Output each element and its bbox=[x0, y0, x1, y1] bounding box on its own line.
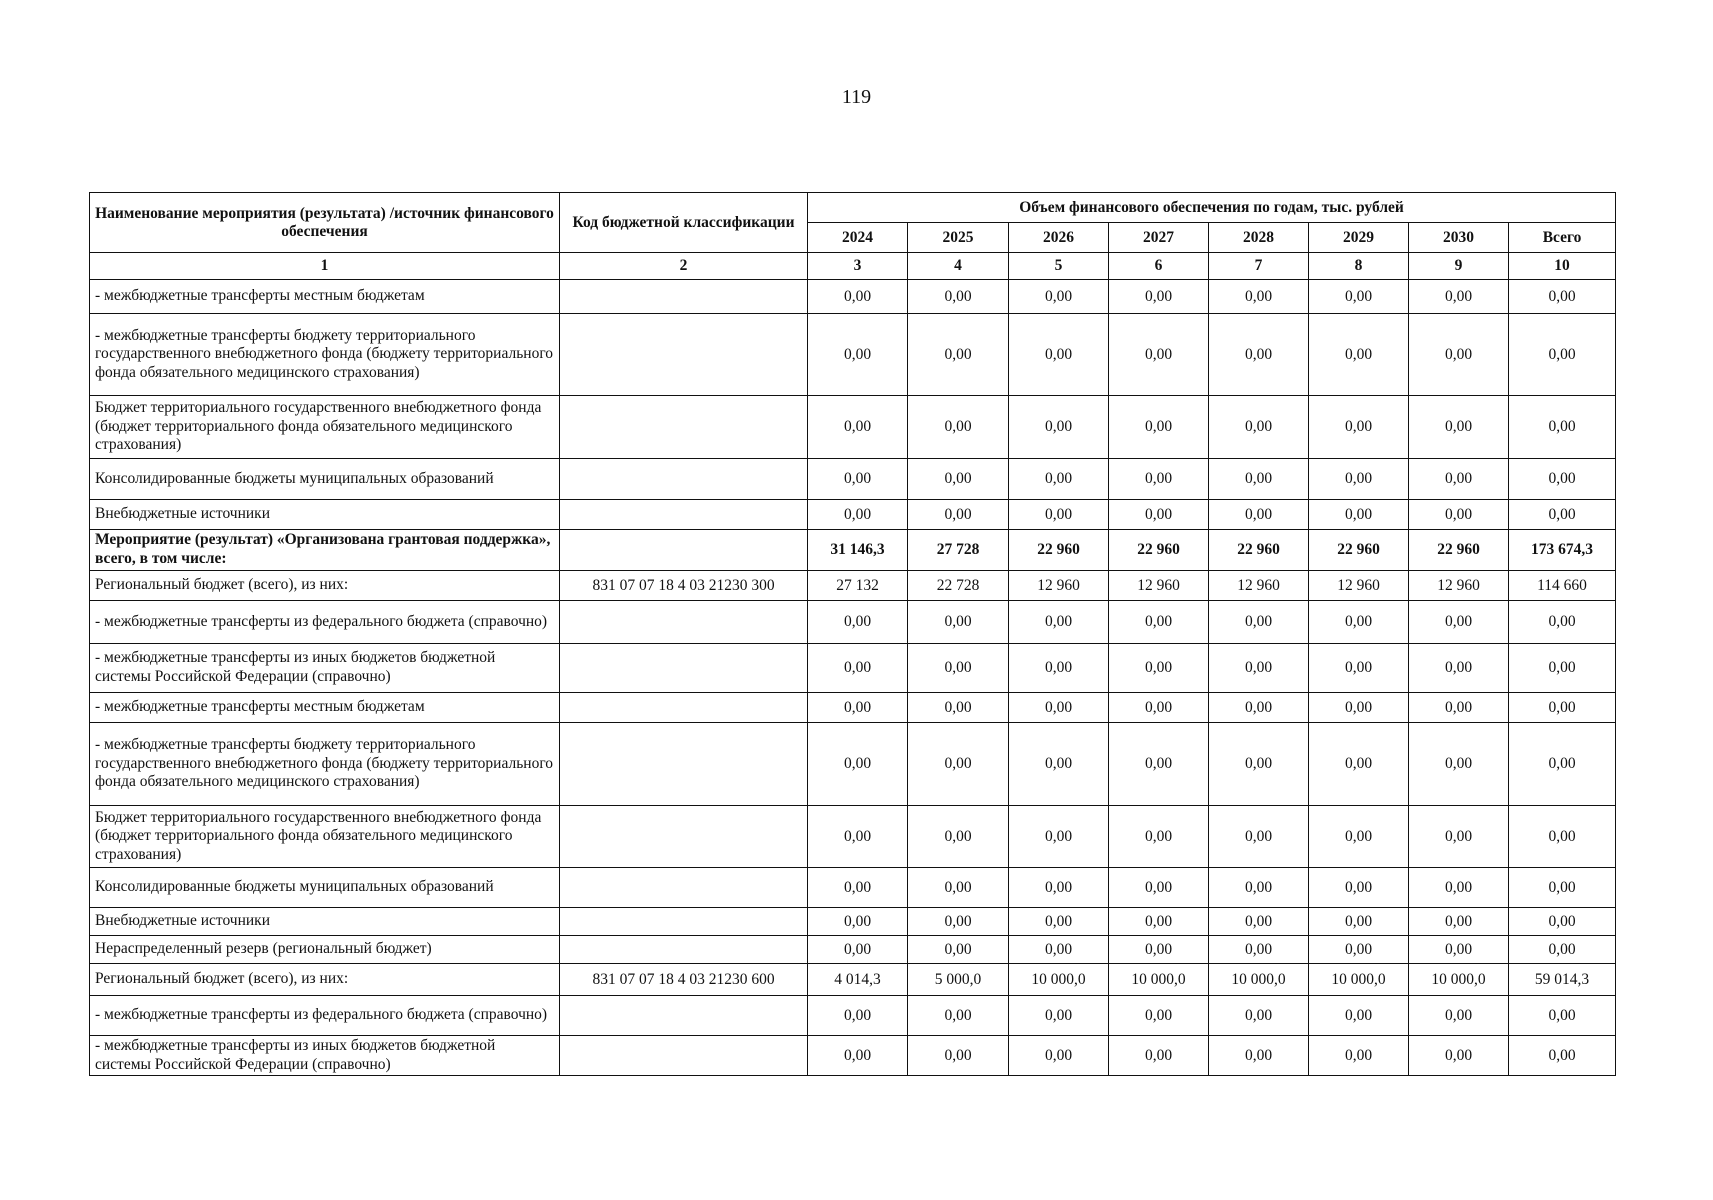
row-name: - межбюджетные трансферты из иных бюджетов бюджетной системы Российской Федерации (справочно) bbox=[90, 1036, 560, 1076]
year-value: 0,00 bbox=[1209, 1036, 1309, 1076]
year-value: 0,00 bbox=[1109, 601, 1209, 644]
year-value: 0,00 bbox=[1109, 996, 1209, 1036]
year-value: 0,00 bbox=[908, 314, 1009, 396]
year-value: 0,00 bbox=[1409, 723, 1509, 806]
year-value: 0,00 bbox=[1209, 868, 1309, 908]
year-value: 4 014,3 bbox=[808, 964, 908, 996]
year-value: 0,00 bbox=[1409, 644, 1509, 693]
budget-code bbox=[560, 868, 808, 908]
table-row bbox=[90, 280, 1616, 314]
budget-code bbox=[560, 459, 808, 500]
row-name: - межбюджетные трансферты местным бюджетам bbox=[90, 693, 560, 723]
page-number: 119 bbox=[841, 86, 872, 108]
column-index: 8 bbox=[1309, 253, 1409, 280]
column-index: 9 bbox=[1409, 253, 1509, 280]
year-value: 0,00 bbox=[908, 500, 1009, 530]
year-value: 0,00 bbox=[1409, 396, 1509, 459]
year-value: 0,00 bbox=[808, 500, 908, 530]
year-value: 0,00 bbox=[1309, 459, 1409, 500]
column-index: 1 bbox=[90, 253, 560, 280]
budget-code bbox=[560, 936, 808, 964]
year-value: 0,00 bbox=[1309, 723, 1409, 806]
header-year: 2027 bbox=[1109, 223, 1209, 253]
year-value: 0,00 bbox=[1309, 500, 1409, 530]
year-value: 0,00 bbox=[1009, 314, 1109, 396]
year-value: 27 728 bbox=[908, 530, 1009, 571]
table-row bbox=[90, 644, 1616, 693]
row-name: Бюджет территориального государственного внебюджетного фонда (бюджет территориального фонда обязательного медицинского страхования) bbox=[90, 396, 560, 459]
table-row bbox=[90, 693, 1616, 723]
header-year: 2026 bbox=[1009, 223, 1109, 253]
year-value: 0,00 bbox=[1409, 280, 1509, 314]
year-value: 0,00 bbox=[1309, 806, 1409, 868]
table-row bbox=[90, 1036, 1616, 1076]
header-code-column: Код бюджетной классификации bbox=[560, 193, 808, 253]
year-value: 12 960 bbox=[1209, 571, 1309, 601]
table-row bbox=[90, 500, 1616, 530]
row-name: Региональный бюджет (всего), из них: bbox=[90, 964, 560, 996]
year-value: 12 960 bbox=[1009, 571, 1109, 601]
row-name: - межбюджетные трансферты бюджету территориального государственного внебюджетного фонда (бюджету территориального фонда обязательного медицинского страхования) bbox=[90, 723, 560, 806]
total-value: 0,00 bbox=[1509, 314, 1616, 396]
year-value: 0,00 bbox=[1409, 500, 1509, 530]
year-value: 0,00 bbox=[1409, 908, 1509, 936]
row-name: Внебюджетные источники bbox=[90, 908, 560, 936]
table-row bbox=[90, 964, 1616, 996]
year-value: 0,00 bbox=[908, 936, 1009, 964]
year-value: 0,00 bbox=[1209, 459, 1309, 500]
year-value: 10 000,0 bbox=[1409, 964, 1509, 996]
column-index: 7 bbox=[1209, 253, 1309, 280]
year-value: 0,00 bbox=[908, 280, 1009, 314]
table-row bbox=[90, 530, 1616, 571]
table-row bbox=[90, 396, 1616, 459]
year-value: 0,00 bbox=[1409, 996, 1509, 1036]
year-value: 0,00 bbox=[1009, 806, 1109, 868]
total-value: 0,00 bbox=[1509, 996, 1616, 1036]
total-value: 0,00 bbox=[1509, 500, 1616, 530]
table-body bbox=[90, 280, 1616, 1076]
budget-code bbox=[560, 396, 808, 459]
year-value: 0,00 bbox=[1209, 936, 1309, 964]
year-value: 0,00 bbox=[1109, 723, 1209, 806]
row-name: Консолидированные бюджеты муниципальных образований bbox=[90, 868, 560, 908]
year-value: 0,00 bbox=[808, 908, 908, 936]
year-value: 0,00 bbox=[1309, 601, 1409, 644]
year-value: 0,00 bbox=[1209, 693, 1309, 723]
year-value: 0,00 bbox=[1109, 280, 1209, 314]
total-value: 0,00 bbox=[1509, 644, 1616, 693]
total-value: 0,00 bbox=[1509, 806, 1616, 868]
year-value: 0,00 bbox=[808, 723, 908, 806]
budget-code bbox=[560, 908, 808, 936]
year-value: 0,00 bbox=[1009, 723, 1109, 806]
year-value: 0,00 bbox=[1109, 868, 1209, 908]
year-value: 0,00 bbox=[1309, 936, 1409, 964]
row-name: - межбюджетные трансферты местным бюджетам bbox=[90, 280, 560, 314]
year-value: 10 000,0 bbox=[1009, 964, 1109, 996]
year-value: 0,00 bbox=[808, 806, 908, 868]
year-value: 10 000,0 bbox=[1109, 964, 1209, 996]
year-value: 0,00 bbox=[808, 693, 908, 723]
year-value: 0,00 bbox=[808, 1036, 908, 1076]
year-value: 0,00 bbox=[808, 868, 908, 908]
header-year: 2030 bbox=[1409, 223, 1509, 253]
table-row bbox=[90, 868, 1616, 908]
header-total: Всего bbox=[1509, 223, 1616, 253]
year-value: 0,00 bbox=[1009, 500, 1109, 530]
year-value: 0,00 bbox=[1009, 868, 1109, 908]
row-name: Консолидированные бюджеты муниципальных образований bbox=[90, 459, 560, 500]
year-value: 12 960 bbox=[1109, 571, 1209, 601]
row-name: Мероприятие (результат) «Организована грантовая поддержка», всего, в том числе: bbox=[90, 530, 560, 571]
financing-table bbox=[89, 192, 1616, 1076]
year-value: 0,00 bbox=[1209, 908, 1309, 936]
year-value: 0,00 bbox=[1309, 314, 1409, 396]
year-value: 0,00 bbox=[1109, 314, 1209, 396]
column-index: 5 bbox=[1009, 253, 1109, 280]
year-value: 0,00 bbox=[908, 396, 1009, 459]
year-value: 0,00 bbox=[808, 644, 908, 693]
year-value: 0,00 bbox=[1209, 280, 1309, 314]
header-year: 2024 bbox=[808, 223, 908, 253]
year-value: 0,00 bbox=[808, 396, 908, 459]
year-value: 10 000,0 bbox=[1209, 964, 1309, 996]
row-name: - межбюджетные трансферты из иных бюджетов бюджетной системы Российской Федерации (справочно) bbox=[90, 644, 560, 693]
total-value: 173 674,3 bbox=[1509, 530, 1616, 571]
total-value: 0,00 bbox=[1509, 908, 1616, 936]
total-value: 0,00 bbox=[1509, 459, 1616, 500]
year-value: 0,00 bbox=[1309, 868, 1409, 908]
year-value: 0,00 bbox=[908, 601, 1009, 644]
column-index: 6 bbox=[1109, 253, 1209, 280]
year-value: 0,00 bbox=[1209, 644, 1309, 693]
table-row bbox=[90, 459, 1616, 500]
year-value: 0,00 bbox=[1309, 280, 1409, 314]
year-value: 0,00 bbox=[1209, 996, 1309, 1036]
year-value: 0,00 bbox=[1209, 396, 1309, 459]
budget-code bbox=[560, 1036, 808, 1076]
budget-code bbox=[560, 280, 808, 314]
year-value: 22 960 bbox=[1009, 530, 1109, 571]
budget-code: 831 07 07 18 4 03 21230 300 bbox=[560, 571, 808, 601]
table-row bbox=[90, 571, 1616, 601]
year-value: 22 960 bbox=[1209, 530, 1309, 571]
year-value: 12 960 bbox=[1309, 571, 1409, 601]
year-value: 0,00 bbox=[908, 693, 1009, 723]
year-value: 0,00 bbox=[808, 314, 908, 396]
header-name-column: Наименование мероприятия (результата) /источник финансового обеспечения bbox=[90, 193, 560, 253]
total-value: 0,00 bbox=[1509, 601, 1616, 644]
year-value: 22 728 bbox=[908, 571, 1009, 601]
year-value: 0,00 bbox=[1409, 314, 1509, 396]
header-volume-column: Объем финансового обеспечения по годам, тыс. рублей bbox=[808, 193, 1616, 223]
row-name: - межбюджетные трансферты из федерального бюджета (справочно) bbox=[90, 996, 560, 1036]
year-value: 0,00 bbox=[1209, 314, 1309, 396]
header-year: 2025 bbox=[908, 223, 1009, 253]
budget-code bbox=[560, 314, 808, 396]
year-value: 12 960 bbox=[1409, 571, 1509, 601]
year-value: 0,00 bbox=[1309, 908, 1409, 936]
table-row bbox=[90, 996, 1616, 1036]
year-value: 0,00 bbox=[908, 868, 1009, 908]
table-row bbox=[90, 936, 1616, 964]
year-value: 0,00 bbox=[1309, 644, 1409, 693]
column-index-row bbox=[90, 253, 1616, 280]
total-value: 0,00 bbox=[1509, 723, 1616, 806]
total-value: 0,00 bbox=[1509, 868, 1616, 908]
row-name: Региональный бюджет (всего), из них: bbox=[90, 571, 560, 601]
year-value: 0,00 bbox=[1009, 1036, 1109, 1076]
total-value: 0,00 bbox=[1509, 1036, 1616, 1076]
budget-code bbox=[560, 806, 808, 868]
budget-code bbox=[560, 644, 808, 693]
year-value: 0,00 bbox=[1409, 693, 1509, 723]
row-name: - межбюджетные трансферты из федерального бюджета (справочно) bbox=[90, 601, 560, 644]
table-row bbox=[90, 723, 1616, 806]
year-value: 0,00 bbox=[808, 459, 908, 500]
row-name: - межбюджетные трансферты бюджету территориального государственного внебюджетного фонда (бюджету территориального фонда обязательного медицинского страхования) bbox=[90, 314, 560, 396]
year-value: 22 960 bbox=[1309, 530, 1409, 571]
year-value: 0,00 bbox=[1109, 806, 1209, 868]
total-value: 0,00 bbox=[1509, 280, 1616, 314]
year-value: 0,00 bbox=[1009, 996, 1109, 1036]
total-value: 59 014,3 bbox=[1509, 964, 1616, 996]
year-value: 0,00 bbox=[1409, 868, 1509, 908]
year-value: 22 960 bbox=[1409, 530, 1509, 571]
row-name: Внебюджетные источники bbox=[90, 500, 560, 530]
year-value: 0,00 bbox=[1409, 936, 1509, 964]
year-value: 0,00 bbox=[908, 908, 1009, 936]
header-year: 2028 bbox=[1209, 223, 1309, 253]
year-value: 0,00 bbox=[1109, 1036, 1209, 1076]
year-value: 0,00 bbox=[1209, 601, 1309, 644]
column-index: 2 bbox=[560, 253, 808, 280]
year-value: 0,00 bbox=[908, 459, 1009, 500]
total-value: 0,00 bbox=[1509, 936, 1616, 964]
header-year: 2029 bbox=[1309, 223, 1409, 253]
year-value: 0,00 bbox=[1009, 936, 1109, 964]
year-value: 0,00 bbox=[1409, 1036, 1509, 1076]
year-value: 10 000,0 bbox=[1309, 964, 1409, 996]
budget-code bbox=[560, 693, 808, 723]
year-value: 5 000,0 bbox=[908, 964, 1009, 996]
total-value: 0,00 bbox=[1509, 396, 1616, 459]
year-value: 0,00 bbox=[1109, 500, 1209, 530]
year-value: 0,00 bbox=[1009, 644, 1109, 693]
year-value: 0,00 bbox=[1009, 908, 1109, 936]
year-value: 0,00 bbox=[1209, 500, 1309, 530]
table-row bbox=[90, 806, 1616, 868]
year-value: 0,00 bbox=[1109, 644, 1209, 693]
year-value: 0,00 bbox=[1109, 459, 1209, 500]
year-value: 27 132 bbox=[808, 571, 908, 601]
year-value: 0,00 bbox=[1309, 1036, 1409, 1076]
year-value: 0,00 bbox=[1009, 459, 1109, 500]
year-value: 0,00 bbox=[908, 806, 1009, 868]
budget-code bbox=[560, 723, 808, 806]
year-value: 0,00 bbox=[1009, 280, 1109, 314]
year-value: 0,00 bbox=[1309, 693, 1409, 723]
year-value: 0,00 bbox=[1109, 693, 1209, 723]
budget-code bbox=[560, 530, 808, 571]
row-name: Нераспределенный резерв (региональный бюджет) bbox=[90, 936, 560, 964]
year-value: 0,00 bbox=[1309, 396, 1409, 459]
row-name: Бюджет территориального государственного внебюджетного фонда (бюджет территориального фонда обязательного медицинского страхования) bbox=[90, 806, 560, 868]
table-row bbox=[90, 314, 1616, 396]
year-value: 0,00 bbox=[1109, 908, 1209, 936]
year-value: 31 146,3 bbox=[808, 530, 908, 571]
year-value: 0,00 bbox=[908, 723, 1009, 806]
budget-code bbox=[560, 601, 808, 644]
year-value: 0,00 bbox=[1209, 723, 1309, 806]
year-value: 0,00 bbox=[1009, 396, 1109, 459]
budget-code bbox=[560, 500, 808, 530]
year-value: 0,00 bbox=[1009, 693, 1109, 723]
budget-code bbox=[560, 996, 808, 1036]
year-value: 0,00 bbox=[1309, 996, 1409, 1036]
year-value: 0,00 bbox=[808, 936, 908, 964]
budget-code: 831 07 07 18 4 03 21230 600 bbox=[560, 964, 808, 996]
year-value: 0,00 bbox=[908, 996, 1009, 1036]
year-value: 0,00 bbox=[1409, 806, 1509, 868]
year-value: 0,00 bbox=[1109, 396, 1209, 459]
year-value: 0,00 bbox=[1409, 459, 1509, 500]
column-index: 10 bbox=[1509, 253, 1616, 280]
year-value: 0,00 bbox=[1409, 601, 1509, 644]
year-value: 0,00 bbox=[908, 644, 1009, 693]
year-value: 0,00 bbox=[1009, 601, 1109, 644]
table-row bbox=[90, 601, 1616, 644]
year-value: 0,00 bbox=[808, 996, 908, 1036]
year-value: 0,00 bbox=[908, 1036, 1009, 1076]
total-value: 0,00 bbox=[1509, 693, 1616, 723]
year-value: 0,00 bbox=[808, 280, 908, 314]
column-index: 4 bbox=[908, 253, 1009, 280]
total-value: 114 660 bbox=[1509, 571, 1616, 601]
table-row bbox=[90, 908, 1616, 936]
year-value: 0,00 bbox=[808, 601, 908, 644]
year-value: 0,00 bbox=[1109, 936, 1209, 964]
year-value: 0,00 bbox=[1209, 806, 1309, 868]
column-index: 3 bbox=[808, 253, 908, 280]
year-value: 22 960 bbox=[1109, 530, 1209, 571]
